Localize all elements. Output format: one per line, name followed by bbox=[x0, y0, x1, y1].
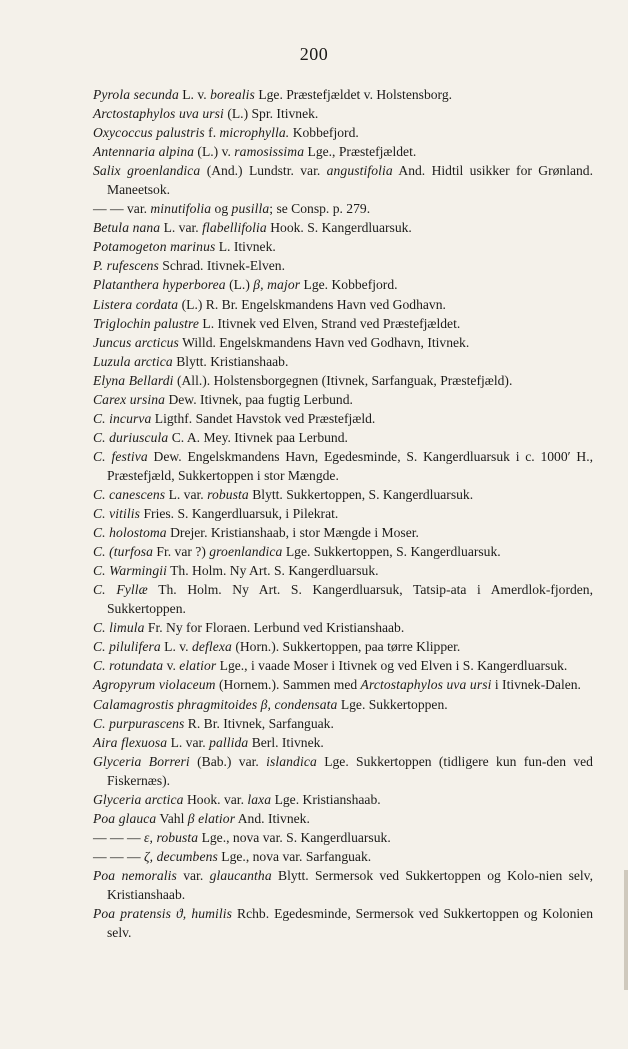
entry-text: Lge., nova var. S. Kangerdluarsuk. bbox=[198, 829, 391, 845]
entry-text: Kobbefjord. bbox=[289, 125, 359, 141]
taxon-name: C. limula bbox=[93, 620, 145, 636]
taxon-name: C. rotundata bbox=[93, 658, 164, 674]
taxon-name: Arctostaphylos uva ursi bbox=[93, 106, 224, 122]
species-entry bbox=[93, 275, 593, 294]
taxon-name: C. canescens bbox=[93, 486, 166, 502]
entry-text: L. Itivnek ved Elven, Strand ved Præstefjældet. bbox=[199, 315, 461, 331]
entry-text: L. v. bbox=[160, 639, 192, 655]
species-entry bbox=[93, 790, 593, 809]
entry-text: And. Hidtil usikker for Grønland. Maneetsok. bbox=[107, 163, 593, 198]
taxon-name: glaucantha bbox=[209, 867, 272, 883]
taxon-name: P. rufescens bbox=[93, 258, 159, 274]
entry-text: (Bab.) var. bbox=[189, 753, 267, 769]
taxon-name: Juncus arcticus bbox=[93, 334, 179, 350]
taxon-name: groenlandica bbox=[209, 544, 283, 560]
entry-text: Lge. Præstefjældet v. Holstensborg. bbox=[254, 87, 453, 102]
taxon-name: C. purpurascens bbox=[93, 715, 185, 731]
taxon-name: ϑ, humilis bbox=[175, 906, 233, 922]
entry-text: Lge. Sukkertoppen. bbox=[337, 696, 448, 712]
entry-text: L. Itivnek. bbox=[215, 239, 276, 255]
page-number: 200 bbox=[299, 44, 329, 64]
taxon-name: Betula nana bbox=[93, 220, 161, 236]
taxon-name: Pyrola secunda bbox=[93, 87, 179, 102]
taxon-name: Aira flexuosa bbox=[93, 734, 168, 750]
entry-text: Th. Holm. Ny Art. S. Kangerdluarsuk. bbox=[166, 563, 379, 579]
page-edge-shadow bbox=[624, 870, 628, 990]
taxon-name: Antennaria alpina bbox=[93, 144, 195, 160]
entry-text: Berl. Itivnek. bbox=[248, 734, 324, 750]
taxon-name: microphylla. bbox=[219, 125, 290, 141]
taxon-name: Salix groenlandica bbox=[93, 163, 201, 179]
taxon-name: ζ, decumbens bbox=[143, 848, 218, 864]
species-entry bbox=[93, 695, 593, 714]
species-entry bbox=[93, 542, 593, 561]
species-entry bbox=[93, 485, 593, 504]
taxon-name: flabellifolia bbox=[202, 220, 267, 236]
taxon-name: β elatior bbox=[187, 810, 236, 826]
species-entry bbox=[93, 371, 593, 390]
taxon-name: C. Warmingii bbox=[93, 563, 167, 579]
entry-text: Dew. Itivnek, paa fugtig Lerbund. bbox=[165, 391, 353, 407]
entry-text: C. A. Mey. Itivnek paa Lerbund. bbox=[168, 429, 348, 445]
entry-text: Lge. Kristianshaab. bbox=[271, 791, 381, 807]
taxon-name: robusta bbox=[207, 486, 249, 502]
entry-text: f. bbox=[204, 125, 220, 141]
taxon-name: ramosissima bbox=[234, 144, 305, 160]
entry-text: ; se Consp. p. 279. bbox=[269, 201, 371, 217]
species-entry bbox=[93, 314, 593, 333]
entry-text: Lge., nova var. Sarfanguak. bbox=[217, 848, 372, 864]
species-entry bbox=[93, 847, 593, 866]
species-entry bbox=[93, 714, 593, 733]
species-entry bbox=[93, 85, 593, 104]
taxon-name: pusilla bbox=[231, 201, 270, 217]
taxon-name: Arctostaphylos uva ursi bbox=[360, 677, 492, 693]
species-entry bbox=[93, 390, 593, 409]
species-entry bbox=[93, 104, 593, 123]
taxon-name: Platanthera hyperborea bbox=[93, 277, 226, 293]
taxon-name: islandica bbox=[266, 753, 317, 769]
taxon-name: Calamagrostis phragmitoides bbox=[93, 696, 258, 712]
taxon-name: Potamogeton marinus bbox=[93, 239, 216, 255]
species-entry bbox=[93, 352, 593, 371]
entry-text: Lge. Kobbefjord. bbox=[300, 277, 398, 293]
taxon-name: Poa nemoralis bbox=[93, 867, 177, 883]
taxon-name: ε, robusta bbox=[143, 829, 199, 845]
taxon-name: C. Fyllæ bbox=[93, 582, 148, 598]
entry-text: L. var. bbox=[165, 486, 208, 502]
entry-text: i Itivnek-Dalen. bbox=[491, 677, 581, 693]
species-entry bbox=[93, 161, 593, 199]
taxon-name: β, major bbox=[253, 277, 301, 293]
taxon-name: Elyna Bellardi bbox=[93, 372, 174, 388]
species-entry bbox=[93, 199, 593, 218]
entry-text: Lge. Sukkertoppen, S. Kangerdluarsuk. bbox=[282, 544, 501, 560]
species-entry bbox=[93, 904, 593, 942]
entry-text: Lge., Præstefjældet. bbox=[304, 144, 417, 160]
entry-text: var. bbox=[176, 867, 210, 883]
taxon-name: deflexa bbox=[191, 639, 232, 655]
entry-text: Lge. Sukkertoppen (tidligere kun fun-den ved Fiskernæs). bbox=[107, 753, 593, 788]
entry-text: Blytt. Sermersok ved Sukkertoppen og Kolo-nien selv, Kristianshaab. bbox=[107, 867, 593, 902]
species-entry bbox=[93, 237, 593, 256]
entry-text: v. bbox=[163, 658, 180, 674]
entry-text: (L.) R. Br. Engelskmandens Havn ved Godhavn. bbox=[178, 296, 446, 312]
taxon-name: C. festiva bbox=[93, 448, 148, 464]
species-entry bbox=[93, 752, 593, 790]
entry-text: Willd. Engelskmandens Havn ved Godhavn, Itivnek. bbox=[178, 334, 470, 350]
entry-text: Hook. var. bbox=[183, 791, 248, 807]
entry-text: — — — bbox=[93, 829, 144, 845]
entry-text: Vahl bbox=[156, 810, 188, 826]
taxon-name: Glyceria Borreri bbox=[93, 753, 190, 769]
species-entry bbox=[93, 447, 593, 485]
taxon-name: angustifolia bbox=[326, 163, 393, 179]
species-entry bbox=[93, 580, 593, 618]
entry-text: Hook. S. Kangerdluarsuk. bbox=[266, 220, 412, 236]
taxon-name: C. holostoma bbox=[93, 525, 167, 541]
taxon-name: laxa bbox=[247, 791, 272, 807]
entry-text: R. Br. Itivnek, Sarfanguak. bbox=[184, 715, 334, 731]
taxon-name: C. vitilis bbox=[93, 506, 141, 522]
species-entry bbox=[93, 637, 593, 656]
taxon-name: pallida bbox=[209, 734, 249, 750]
entry-text: And. Itivnek. bbox=[235, 810, 310, 826]
taxon-name: Poa pratensis bbox=[93, 906, 172, 922]
species-entry bbox=[93, 675, 593, 694]
entry-text: Lge., i vaade Moser i Itivnek og ved Elven i S. Kangerdluarsuk. bbox=[216, 658, 568, 674]
taxon-name: elatior bbox=[179, 658, 217, 674]
taxon-name: Oxycoccus palustris bbox=[93, 125, 205, 141]
taxon-name: borealis bbox=[210, 87, 255, 102]
taxon-name: Agropyrum violaceum bbox=[93, 677, 216, 693]
entry-text: Blytt. Kristianshaab. bbox=[172, 353, 289, 369]
species-list bbox=[93, 85, 593, 942]
taxon-name: Listera cordata bbox=[93, 296, 179, 312]
species-entry bbox=[93, 828, 593, 847]
entry-text: (L.) bbox=[225, 277, 254, 293]
taxon-name: minutifolia bbox=[150, 201, 212, 217]
entry-text: L. v. bbox=[178, 87, 211, 102]
taxon-name: Glyceria arctica bbox=[93, 791, 184, 807]
entry-text: L. var. bbox=[167, 734, 210, 750]
taxon-name: β, condensata bbox=[260, 696, 338, 712]
species-entry bbox=[93, 809, 593, 828]
taxon-name: C. duriuscula bbox=[93, 429, 169, 445]
species-entry bbox=[93, 733, 593, 752]
taxon-name: Luzula arctica bbox=[93, 353, 173, 369]
taxon-name: Carex ursina bbox=[93, 391, 166, 407]
taxon-name: C. (turfosa bbox=[93, 544, 154, 560]
entry-text: — — var. bbox=[93, 201, 151, 217]
taxon-name: Triglochin palustre bbox=[93, 315, 200, 331]
species-entry bbox=[93, 656, 593, 675]
entry-text: Th. Holm. Ny Art. S. Kangerdluarsuk, Tatsip-ata i Amerdlok-fjorden, Sukkertoppen. bbox=[107, 582, 593, 617]
species-entry bbox=[93, 333, 593, 352]
entry-text: Fries. S. Kangerdluarsuk, i Pilekrat. bbox=[140, 506, 339, 522]
species-entry bbox=[93, 561, 593, 580]
species-entry bbox=[93, 523, 593, 542]
species-entry bbox=[93, 409, 593, 428]
entry-text: Blytt. Sukkertoppen, S. Kangerdluarsuk. bbox=[248, 486, 474, 502]
entry-text: (And.) Lundstr. var. bbox=[200, 163, 327, 179]
taxon-name: C. incurva bbox=[93, 410, 152, 426]
entry-text: — — — bbox=[93, 848, 144, 864]
species-entry bbox=[93, 256, 593, 275]
entry-text: (Horn.). Sukkertoppen, paa tørre Klipper. bbox=[231, 639, 461, 655]
species-entry bbox=[93, 123, 593, 142]
entry-text: L. var. bbox=[160, 220, 203, 236]
species-entry bbox=[93, 295, 593, 314]
entry-text: Rchb. Egedesminde, Sermersok ved Sukkertoppen og Kolonien selv. bbox=[107, 906, 593, 941]
taxon-name: Poa glauca bbox=[93, 810, 157, 826]
entry-text: Dew. Engelskmandens Havn, Egedesminde, S. Kangerdluarsuk i c. 1000′ H., Præstefjæld, Sukkertoppen i stor Mængde. bbox=[107, 448, 593, 483]
entry-text: (L.) v. bbox=[194, 144, 235, 160]
entry-text: (All.). Holstensborgegnen (Itivnek, Sarfanguak, Præstefjæld). bbox=[173, 372, 513, 388]
entry-text: (L.) Spr. Itivnek. bbox=[223, 106, 319, 122]
species-entry bbox=[93, 618, 593, 637]
entry-text: Fr. var ?) bbox=[153, 544, 210, 560]
entry-text: Ligthf. Sandet Havstok ved Præstefjæld. bbox=[151, 410, 376, 426]
species-entry bbox=[93, 866, 593, 904]
species-entry bbox=[93, 428, 593, 447]
species-entry bbox=[93, 504, 593, 523]
entry-text: Fr. Ny for Floraen. Lerbund ved Kristianshaab. bbox=[144, 620, 405, 636]
entry-text: og bbox=[211, 201, 232, 217]
species-entry bbox=[93, 142, 593, 161]
entry-text: (Hornem.). Sammen med bbox=[215, 677, 361, 693]
species-entry bbox=[93, 218, 593, 237]
entry-text: Schrad. Itivnek-Elven. bbox=[158, 258, 285, 274]
entry-text: Drejer. Kristianshaab, i stor Mængde i Moser. bbox=[166, 525, 419, 541]
taxon-name: C. pilulifera bbox=[93, 639, 161, 655]
